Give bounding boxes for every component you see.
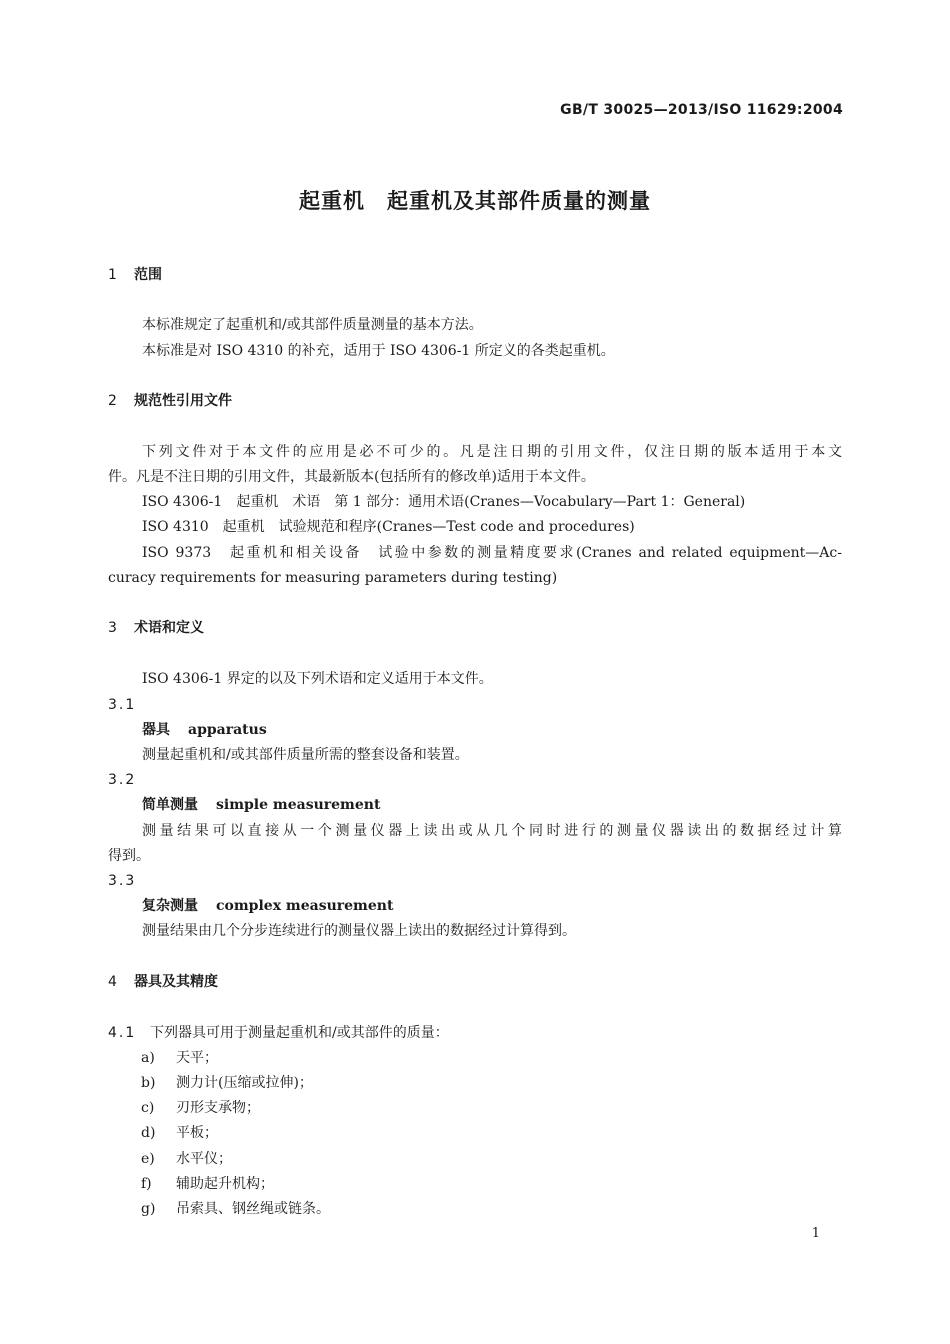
term-definition: 测量结果可以直接从一个测量仪器上读出或从几个同时进行的测量仪器读出的数据经过计算 bbox=[142, 823, 842, 839]
list-item bbox=[141, 1200, 330, 1218]
section-number: 2 bbox=[108, 393, 117, 409]
list-item bbox=[141, 1049, 218, 1067]
list-item-text: 刃形支承物； bbox=[176, 1100, 260, 1116]
list-item-text: 吊索具、钢丝绳或链条。 bbox=[176, 1201, 330, 1217]
list-item-text: 测力计(压缩或拉伸)； bbox=[176, 1075, 313, 1091]
section-title: 器具及其精度 bbox=[134, 974, 218, 990]
term-number: 3.1 bbox=[108, 697, 137, 713]
list-item-label: b) bbox=[141, 1075, 156, 1091]
term-en: complex measurement bbox=[216, 898, 394, 914]
subclause-text: 下列器具可用于测量起重机和/或其部件的质量： bbox=[150, 1025, 449, 1041]
page-number: 1 bbox=[811, 1226, 820, 1241]
list-item bbox=[141, 1074, 313, 1092]
list-item-label: a) bbox=[141, 1050, 155, 1066]
list-item bbox=[141, 1124, 218, 1142]
document-title: 起重机 起重机及其部件质量的测量 bbox=[299, 189, 651, 213]
term-en: simple measurement bbox=[216, 797, 381, 813]
section-3-heading bbox=[108, 619, 204, 637]
reference-entry: ISO 9373 起重机和相关设备 试验中参数的测量精度要求(Cranes and related equipment—Ac- bbox=[142, 545, 842, 561]
section-1-heading bbox=[108, 266, 162, 284]
list-item bbox=[141, 1175, 274, 1193]
list-item-label: e) bbox=[141, 1151, 155, 1167]
term-zh: 器具 bbox=[142, 722, 170, 738]
section-number: 4 bbox=[108, 974, 117, 990]
list-item-label: f) bbox=[141, 1176, 152, 1192]
subclause-4-1 bbox=[108, 1024, 449, 1042]
reference-entry: ISO 4310 起重机 试验规范和程序(Cranes—Test code and procedures) bbox=[142, 519, 635, 535]
subclause-number: 4.1 bbox=[108, 1025, 137, 1041]
paragraph: 本标准规定了起重机和/或其部件质量测量的基本方法。 bbox=[142, 317, 483, 333]
term-entry bbox=[142, 721, 267, 739]
list-item bbox=[141, 1150, 232, 1168]
list-item-text: 天平； bbox=[176, 1050, 218, 1066]
term-number: 3.3 bbox=[108, 873, 137, 889]
term-entry bbox=[142, 897, 393, 915]
section-4-heading bbox=[108, 973, 218, 991]
section-title: 规范性引用文件 bbox=[134, 393, 232, 409]
section-title: 范围 bbox=[134, 267, 162, 283]
list-item-text: 水平仪； bbox=[176, 1151, 232, 1167]
term-entry bbox=[142, 796, 380, 814]
list-item-text: 平板； bbox=[176, 1125, 218, 1141]
reference-continuation: curacy requirements for measuring parameters during testing) bbox=[108, 570, 558, 586]
paragraph-continuation: 件。凡是不注日期的引用文件，其最新版本(包括所有的修改单)适用于本文件。 bbox=[108, 469, 595, 485]
reference-entry: ISO 4306-1 起重机 术语 第 1 部分：通用术语(Cranes—Vocabulary—Part 1：General) bbox=[142, 494, 746, 510]
paragraph: 本标准是对 ISO 4310 的补充，适用于 ISO 4306-1 所定义的各类起重机。 bbox=[142, 343, 615, 359]
section-title: 术语和定义 bbox=[134, 620, 204, 636]
list-item bbox=[141, 1099, 260, 1117]
section-number: 3 bbox=[108, 620, 117, 636]
standard-code: GB/T 30025—2013/ISO 11629:2004 bbox=[560, 102, 843, 118]
list-item-label: g) bbox=[141, 1201, 156, 1217]
section-number: 1 bbox=[108, 267, 117, 283]
term-zh: 复杂测量 bbox=[142, 898, 198, 914]
term-definition: 测量起重机和/或其部件质量所需的整套设备和装置。 bbox=[142, 747, 469, 763]
term-definition-continuation: 得到。 bbox=[108, 848, 150, 864]
list-item-text: 辅助起升机构； bbox=[176, 1176, 274, 1192]
term-en: apparatus bbox=[188, 722, 267, 738]
paragraph: 下列文件对于本文件的应用是必不可少的。凡是注日期的引用文件，仅注日期的版本适用于本文 bbox=[142, 444, 842, 460]
list-item-label: d) bbox=[141, 1125, 156, 1141]
paragraph: ISO 4306-1 界定的以及下列术语和定义适用于本文件。 bbox=[142, 671, 493, 687]
list-item-label: c) bbox=[141, 1100, 155, 1116]
term-zh: 简单测量 bbox=[142, 797, 198, 813]
section-2-heading bbox=[108, 392, 232, 410]
term-number: 3.2 bbox=[108, 772, 137, 788]
term-definition: 测量结果由几个分步连续进行的测量仪器上读出的数据经过计算得到。 bbox=[142, 923, 576, 939]
